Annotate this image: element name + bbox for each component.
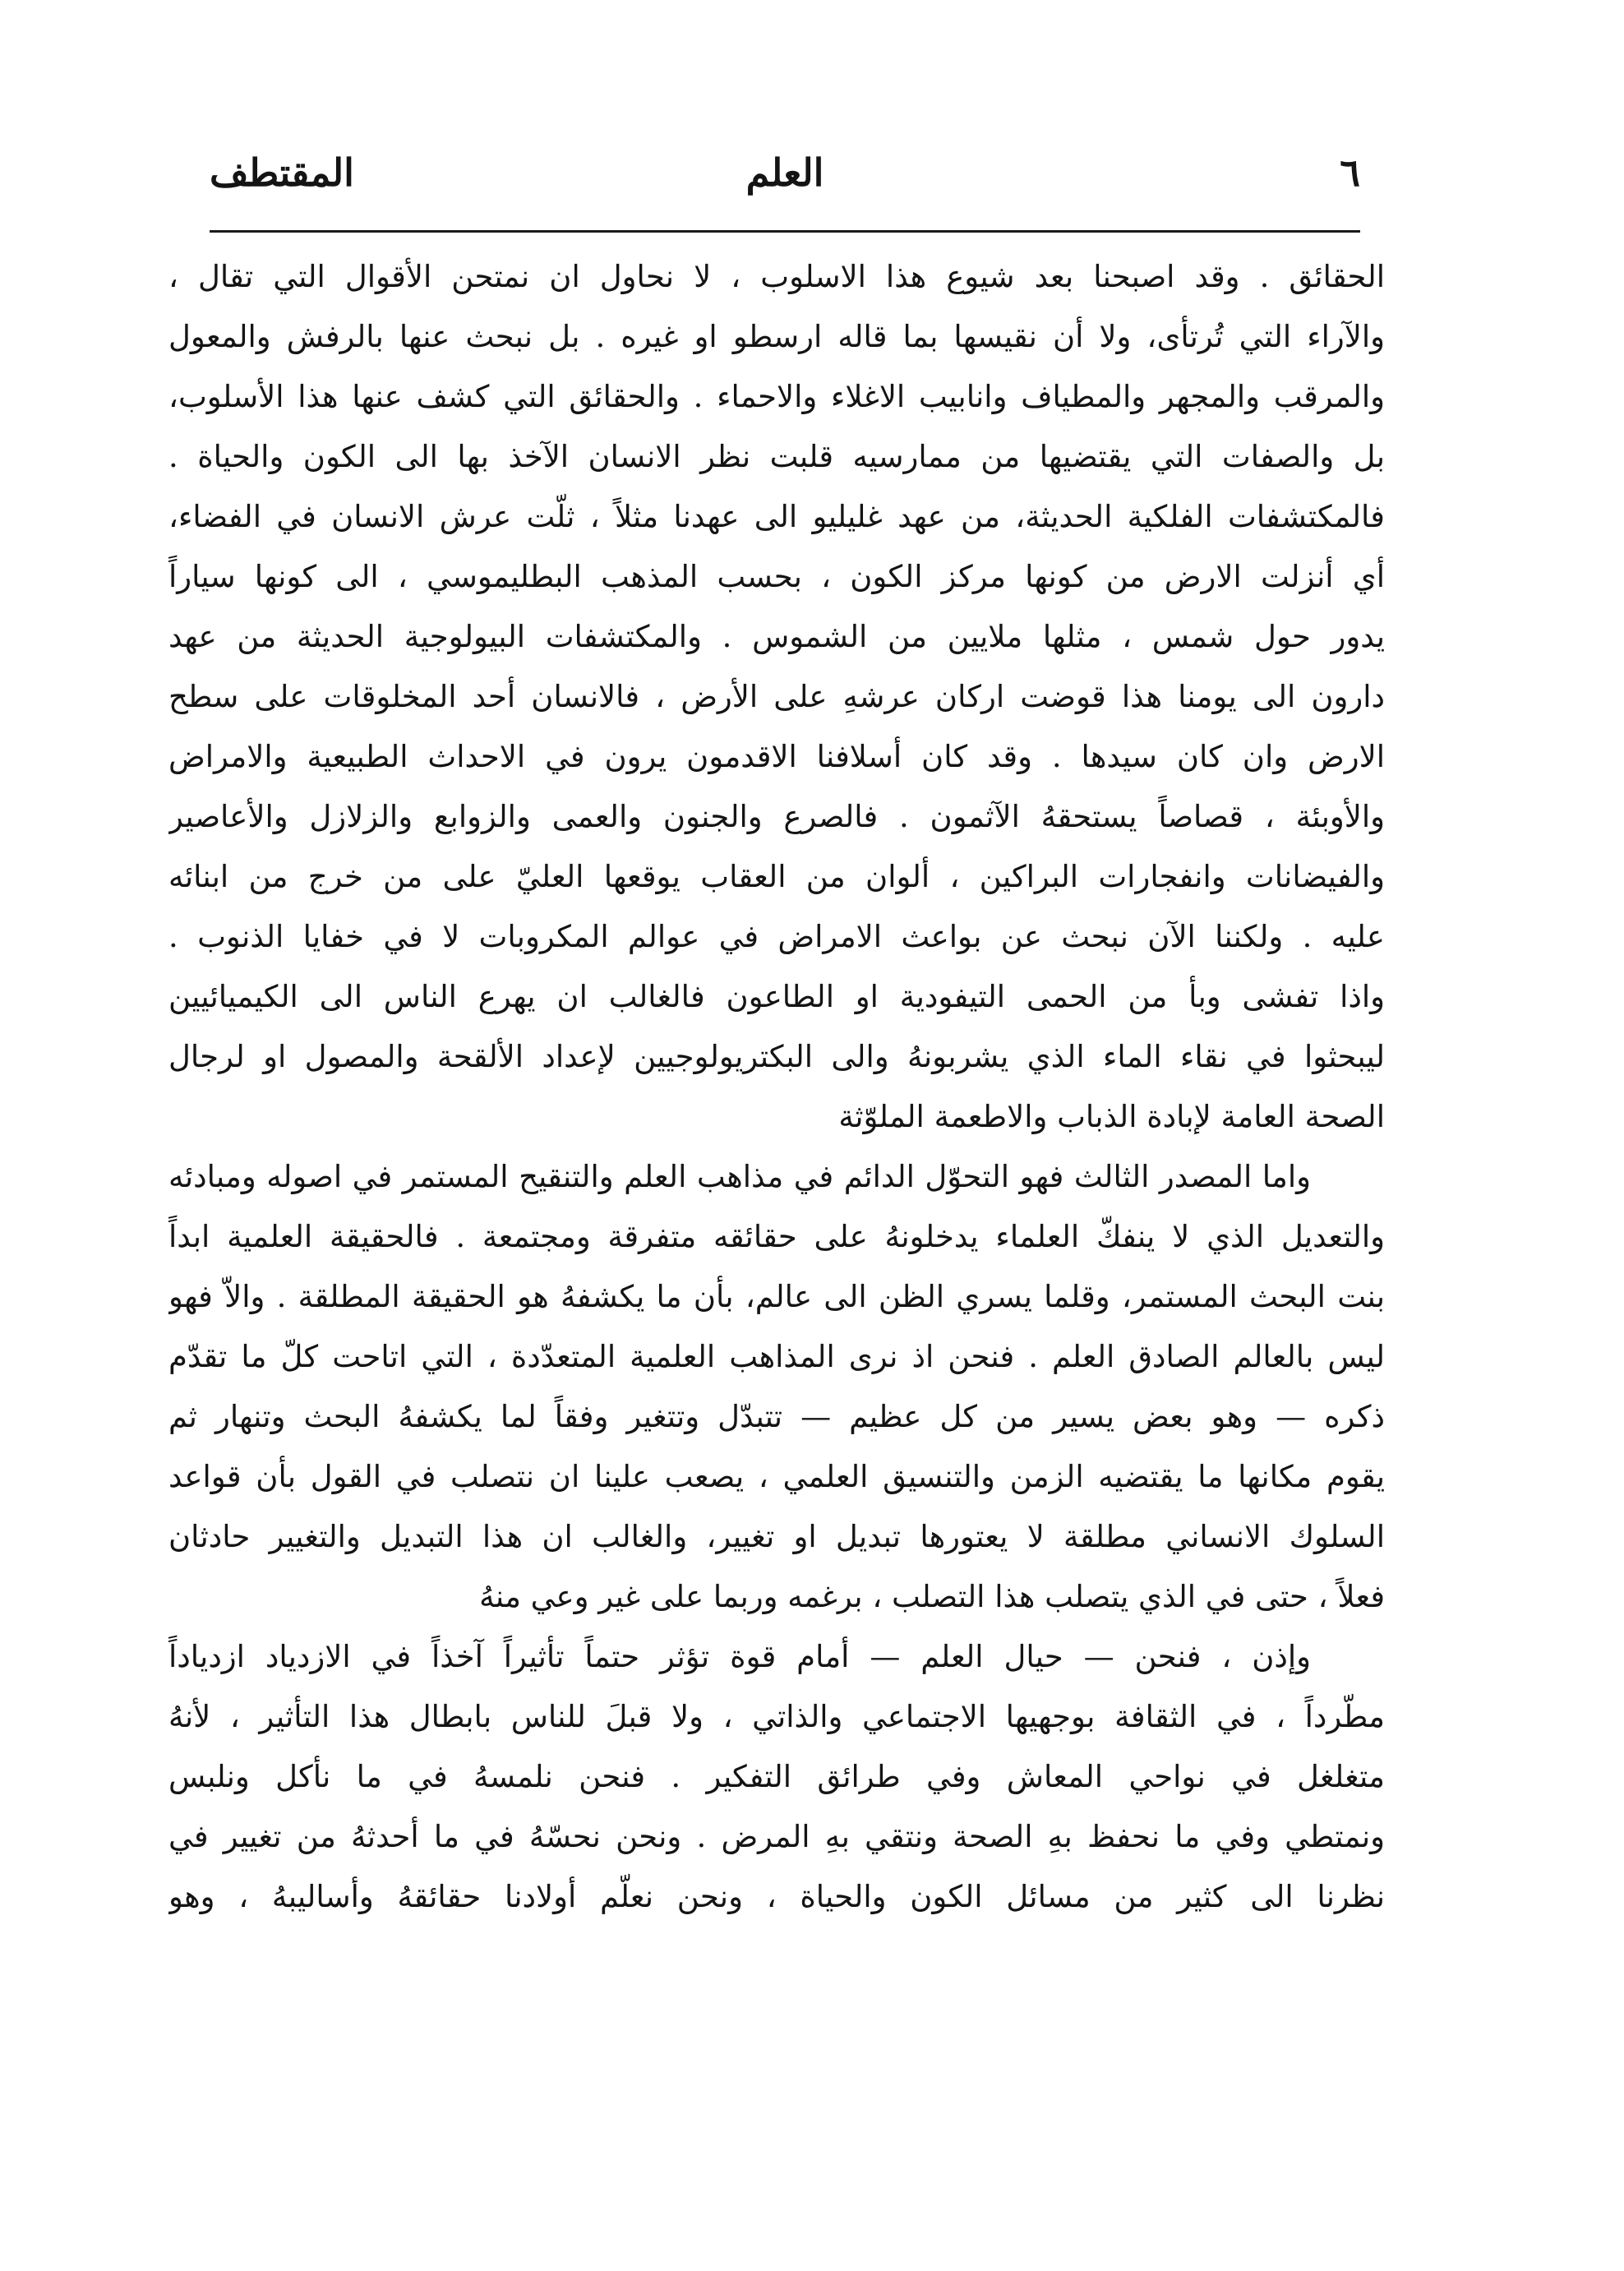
paragraph-start-line: واما المصدر الثالث فهو التحوّل الدائم في مذاهب العلم والتنقيح المستمر في اصوله ومبادئه (168, 1159, 1311, 1194)
header-rule (210, 230, 1360, 233)
section-title: العلم (745, 150, 824, 195)
article-body (168, 247, 1385, 1927)
text-line: ونمتطي وفي ما نحفظ بهِ الصحة ونتقي بهِ المرض . ونحن نحسّهُ في ما أحدثهُ من تغيير في (168, 1819, 1385, 1854)
text-line: بنت البحث المستمر، وقلما يسري الظن الى عالم، بأن ما يكشفهُ هو الحقيقة المطلقة . والاّ فهو (168, 1279, 1385, 1314)
text-line: ذكره — وهو بعض يسير من كل عظيم — تتبدّل وتتغير وفقاً لما يكشفهُ البحث وتنهار ثم (168, 1399, 1385, 1434)
text-line: والمرقب والمجهر والمطياف وانابيب الاغلاء والاحماء . والحقائق التي كشف عنها هذا الأسلوب، (168, 379, 1385, 414)
text-line: واذا تفشى وبأ من الحمى التيفودية او الطاعون فالغالب ان يهرع الناس الى الكيميائيين (168, 979, 1385, 1014)
text-line: الصحة العامة لإبادة الذباب والاطعمة الملوّثة (838, 1099, 1385, 1134)
running-header (210, 140, 1360, 214)
page-number: ٦ (1340, 150, 1360, 195)
text-line: متغلغل في نواحي المعاش وفي طرائق التفكير . فنحن نلمسهُ في ما نأكل ونلبس (168, 1759, 1385, 1794)
journal-title: المقتطف (210, 150, 354, 195)
text-line: فعلاً ، حتى في الذي يتصلب هذا التصلب ، برغمه وربما على غير وعي منهُ (479, 1579, 1385, 1614)
text-line: عليه . ولكننا الآن نبحث عن بواعث الامراض في عوالم المكروبات لا في خفايا الذنوب . (168, 919, 1385, 954)
text-line: الحقائق . وقد اصبحنا بعد شيوع هذا الاسلوب ، لا نحاول ان نمتحن الأقوال التي تقال ، (168, 259, 1385, 294)
text-line: بل والصفات التي يقتضيها من ممارسيه قلبت نظر الانسان الآخذ بها الى الكون والحياة . (168, 439, 1385, 474)
paragraph-start-line: وإذن ، فنحن — حيال العلم — أمام قوة تؤثر حتماً تأثيراً آخذاً في الازدياد ازدياداً (168, 1639, 1311, 1674)
text-line: والآراء التي تُرتأى، ولا أن نقيسها بما قاله ارسطو او غيره . بل نبحث عنها بالرفش والمعول (168, 319, 1385, 354)
text-line: الارض وان كان سيدها . وقد كان أسلافنا الاقدمون يرون في الاحداث الطبيعية والامراض (168, 739, 1385, 774)
text-line: مطّرداً ، في الثقافة بوجهيها الاجتماعي والذاتي ، ولا قبلَ للناس بابطال هذا التأثير ، لأنهُ (168, 1699, 1385, 1734)
text-line: السلوك الانساني مطلقة لا يعتورها تبديل او تغيير، والغالب ان هذا التبديل والتغيير حادثان (168, 1519, 1385, 1554)
text-line: أي أنزلت الارض من كونها مركز الكون ، بحسب المذهب البطليموسي ، الى كونها سياراً (168, 559, 1385, 594)
text-line: ليبحثوا في نقاء الماء الذي يشربونهُ والى البكتريولوجيين لإعداد الألقحة والمصول او لرجال (168, 1039, 1385, 1074)
text-line: يقوم مكانها ما يقتضيه الزمن والتنسيق العلمي ، يصعب علينا ان نتصلب في القول بأن قواعد (168, 1459, 1385, 1494)
text-line: والتعديل الذي لا ينفكّ العلماء يدخلونهُ على حقائقه متفرقة ومجتمعة . فالحقيقة العلمية ابداً (168, 1219, 1385, 1254)
text-line: يدور حول شمس ، مثلها ملايين من الشموس . والمكتشفات البيولوجية الحديثة من عهد (168, 619, 1385, 654)
text-line: والفيضانات وانفجارات البراكين ، ألوان من العقاب يوقعها العليّ على من خرج من ابنائه (168, 859, 1385, 894)
text-line: ليس بالعالم الصادق العلم . فنحن اذ نرى المذاهب العلمية المتعدّدة ، التي اتاحت كلّ ما تقدّم (168, 1339, 1385, 1374)
text-line: فالمكتشفات الفلكية الحديثة، من عهد غليليو الى عهدنا مثلاً ، ثلّت عرش الانسان في الفضاء، (168, 499, 1385, 534)
text-line: نظرنا الى كثير من مسائل الكون والحياة ، ونحن نعلّم أولادنا حقائقهُ وأساليبهُ ، وهو (168, 1879, 1385, 1914)
text-line: والأوبئة ، قصاصاً يستحقهُ الآثمون . فالصرع والجنون والعمى والزوابع والزلازل والأعاصير (168, 799, 1385, 834)
text-line: دارون الى يومنا هذا قوضت اركان عرشهِ على الأرض ، فالانسان أحد المخلوقات على سطح (168, 679, 1385, 714)
